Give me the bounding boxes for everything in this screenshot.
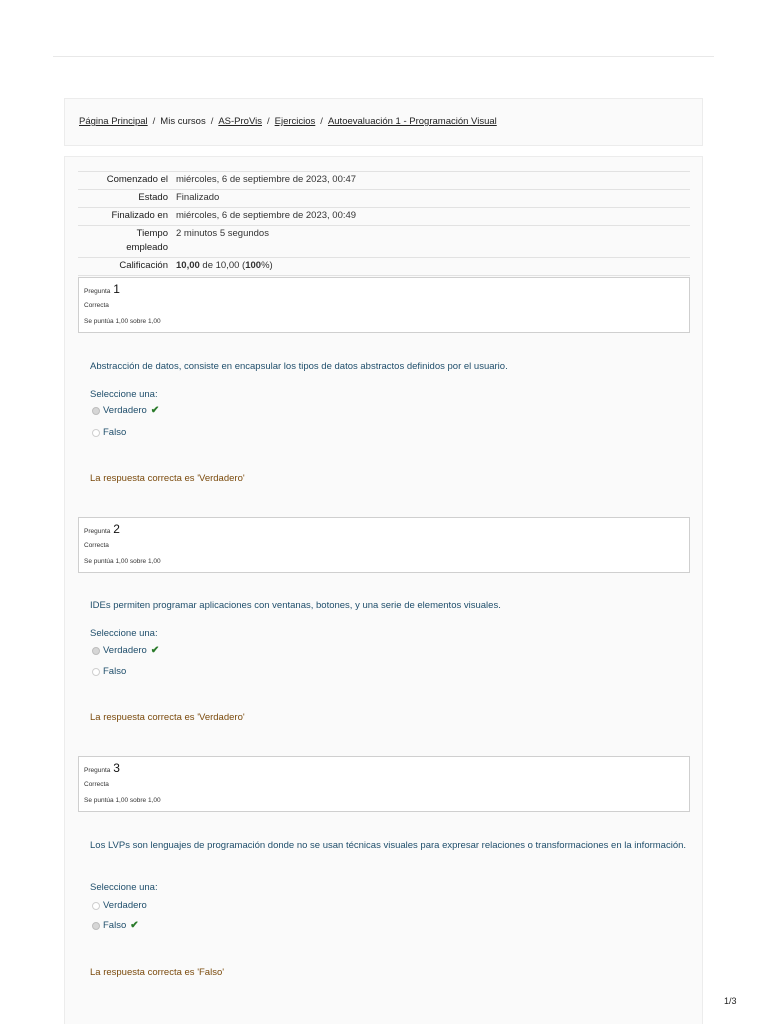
option-true[interactable] xyxy=(92,645,159,656)
question-text: Abstracción de datos, consiste en encapsular los tipos de datos abstractos definidos por el usuario. xyxy=(90,361,508,372)
grade-close: %) xyxy=(261,260,273,271)
breadcrumb-exercises-link[interactable]: Ejercicios xyxy=(274,116,316,127)
breadcrumb-quiz-link[interactable]: Autoevaluación 1 - Programación Visual xyxy=(327,116,497,127)
grade-value xyxy=(172,258,690,276)
option-true[interactable] xyxy=(92,900,147,911)
grade-percent: 100 xyxy=(245,260,262,271)
state-label: Estado xyxy=(78,190,172,208)
page-indicator: 1/3 xyxy=(724,996,737,1006)
grade-score: 10,00 xyxy=(176,260,200,271)
state-value: Finalizado xyxy=(172,190,690,208)
radio-unselected[interactable] xyxy=(92,902,100,910)
question-state: Correcta xyxy=(84,302,109,309)
option-label: Falso xyxy=(103,920,127,931)
question-text: IDEs permiten programar aplicaciones con ventanas, botones, y una serie de elementos visuales. xyxy=(90,600,501,611)
correct-check-icon: ✔ xyxy=(150,405,160,416)
option-false[interactable] xyxy=(92,920,139,931)
time-label xyxy=(78,226,172,258)
finished-label: Finalizado en xyxy=(78,208,172,226)
question-text: Los LVPs son lenguajes de programación donde no se usan técnicas visuales para expresar relaciones o transformaciones en la información. xyxy=(90,840,687,851)
time-label-line2: empleado xyxy=(126,242,168,253)
breadcrumb-my-courses: Mis cursos xyxy=(160,116,206,127)
option-label: Falso xyxy=(103,666,127,677)
summary-row-finished xyxy=(78,208,690,226)
correct-check-icon: ✔ xyxy=(130,920,139,931)
answer-prompt: Seleccione una: xyxy=(90,389,158,400)
attempt-summary-table xyxy=(78,171,690,276)
grade-of: de 10,00 ( xyxy=(202,260,246,271)
radio-unselected[interactable] xyxy=(92,429,100,437)
question-state: Correcta xyxy=(84,781,109,788)
question-mark: Se puntúa 1,00 sobre 1,00 xyxy=(84,318,161,325)
question-number: 2 xyxy=(113,522,120,536)
radio-selected[interactable] xyxy=(92,922,100,930)
summary-row-started xyxy=(78,172,690,190)
option-false[interactable] xyxy=(92,427,126,438)
breadcrumb: Página Principal / Mis cursos / AS-ProVis / Ejercicios / Autoevaluación 1 - Programación Visual xyxy=(79,116,497,127)
question-label: Pregunta xyxy=(84,767,111,774)
started-value: miércoles, 6 de septiembre de 2023, 00:47 xyxy=(172,172,690,190)
option-label: Verdadero xyxy=(103,900,147,911)
question-number: 3 xyxy=(113,761,120,775)
summary-row-state xyxy=(78,190,690,208)
breadcrumb-home-link[interactable]: Página Principal xyxy=(79,116,148,127)
question-number: 1 xyxy=(113,282,120,296)
option-label: Verdadero xyxy=(103,645,147,656)
correct-answer-feedback: La respuesta correcta es 'Verdadero' xyxy=(90,473,245,484)
time-value: 2 minutos 5 segundos xyxy=(172,226,690,258)
breadcrumb-course-link[interactable]: AS-ProVis xyxy=(218,116,262,127)
breadcrumb-bar xyxy=(64,98,703,146)
question-info-box xyxy=(78,277,690,333)
question-info-box xyxy=(78,756,690,812)
started-label: Comenzado el xyxy=(78,172,172,190)
finished-value: miércoles, 6 de septiembre de 2023, 00:49 xyxy=(172,208,690,226)
option-label: Verdadero xyxy=(103,405,147,416)
option-true[interactable] xyxy=(92,405,159,416)
correct-answer-feedback: La respuesta correcta es 'Falso' xyxy=(90,967,225,978)
question-mark: Se puntúa 1,00 sobre 1,00 xyxy=(84,558,161,565)
question-info-box xyxy=(78,517,690,573)
option-label: Falso xyxy=(103,427,127,438)
answer-prompt: Seleccione una: xyxy=(90,882,158,893)
question-label: Pregunta xyxy=(84,288,111,295)
correct-answer-feedback: La respuesta correcta es 'Verdadero' xyxy=(90,712,245,723)
radio-selected[interactable] xyxy=(92,407,100,415)
question-mark: Se puntúa 1,00 sobre 1,00 xyxy=(84,797,161,804)
question-state: Correcta xyxy=(84,542,109,549)
grade-label: Calificación xyxy=(78,258,172,276)
radio-unselected[interactable] xyxy=(92,668,100,676)
summary-row-grade xyxy=(78,258,690,276)
option-false[interactable] xyxy=(92,666,126,677)
summary-row-time xyxy=(78,226,690,258)
time-label-line1: Tiempo xyxy=(136,228,168,239)
correct-check-icon: ✔ xyxy=(150,645,160,656)
question-label: Pregunta xyxy=(84,528,111,535)
radio-selected[interactable] xyxy=(92,647,100,655)
answer-prompt: Seleccione una: xyxy=(90,628,158,639)
top-divider xyxy=(53,56,714,57)
